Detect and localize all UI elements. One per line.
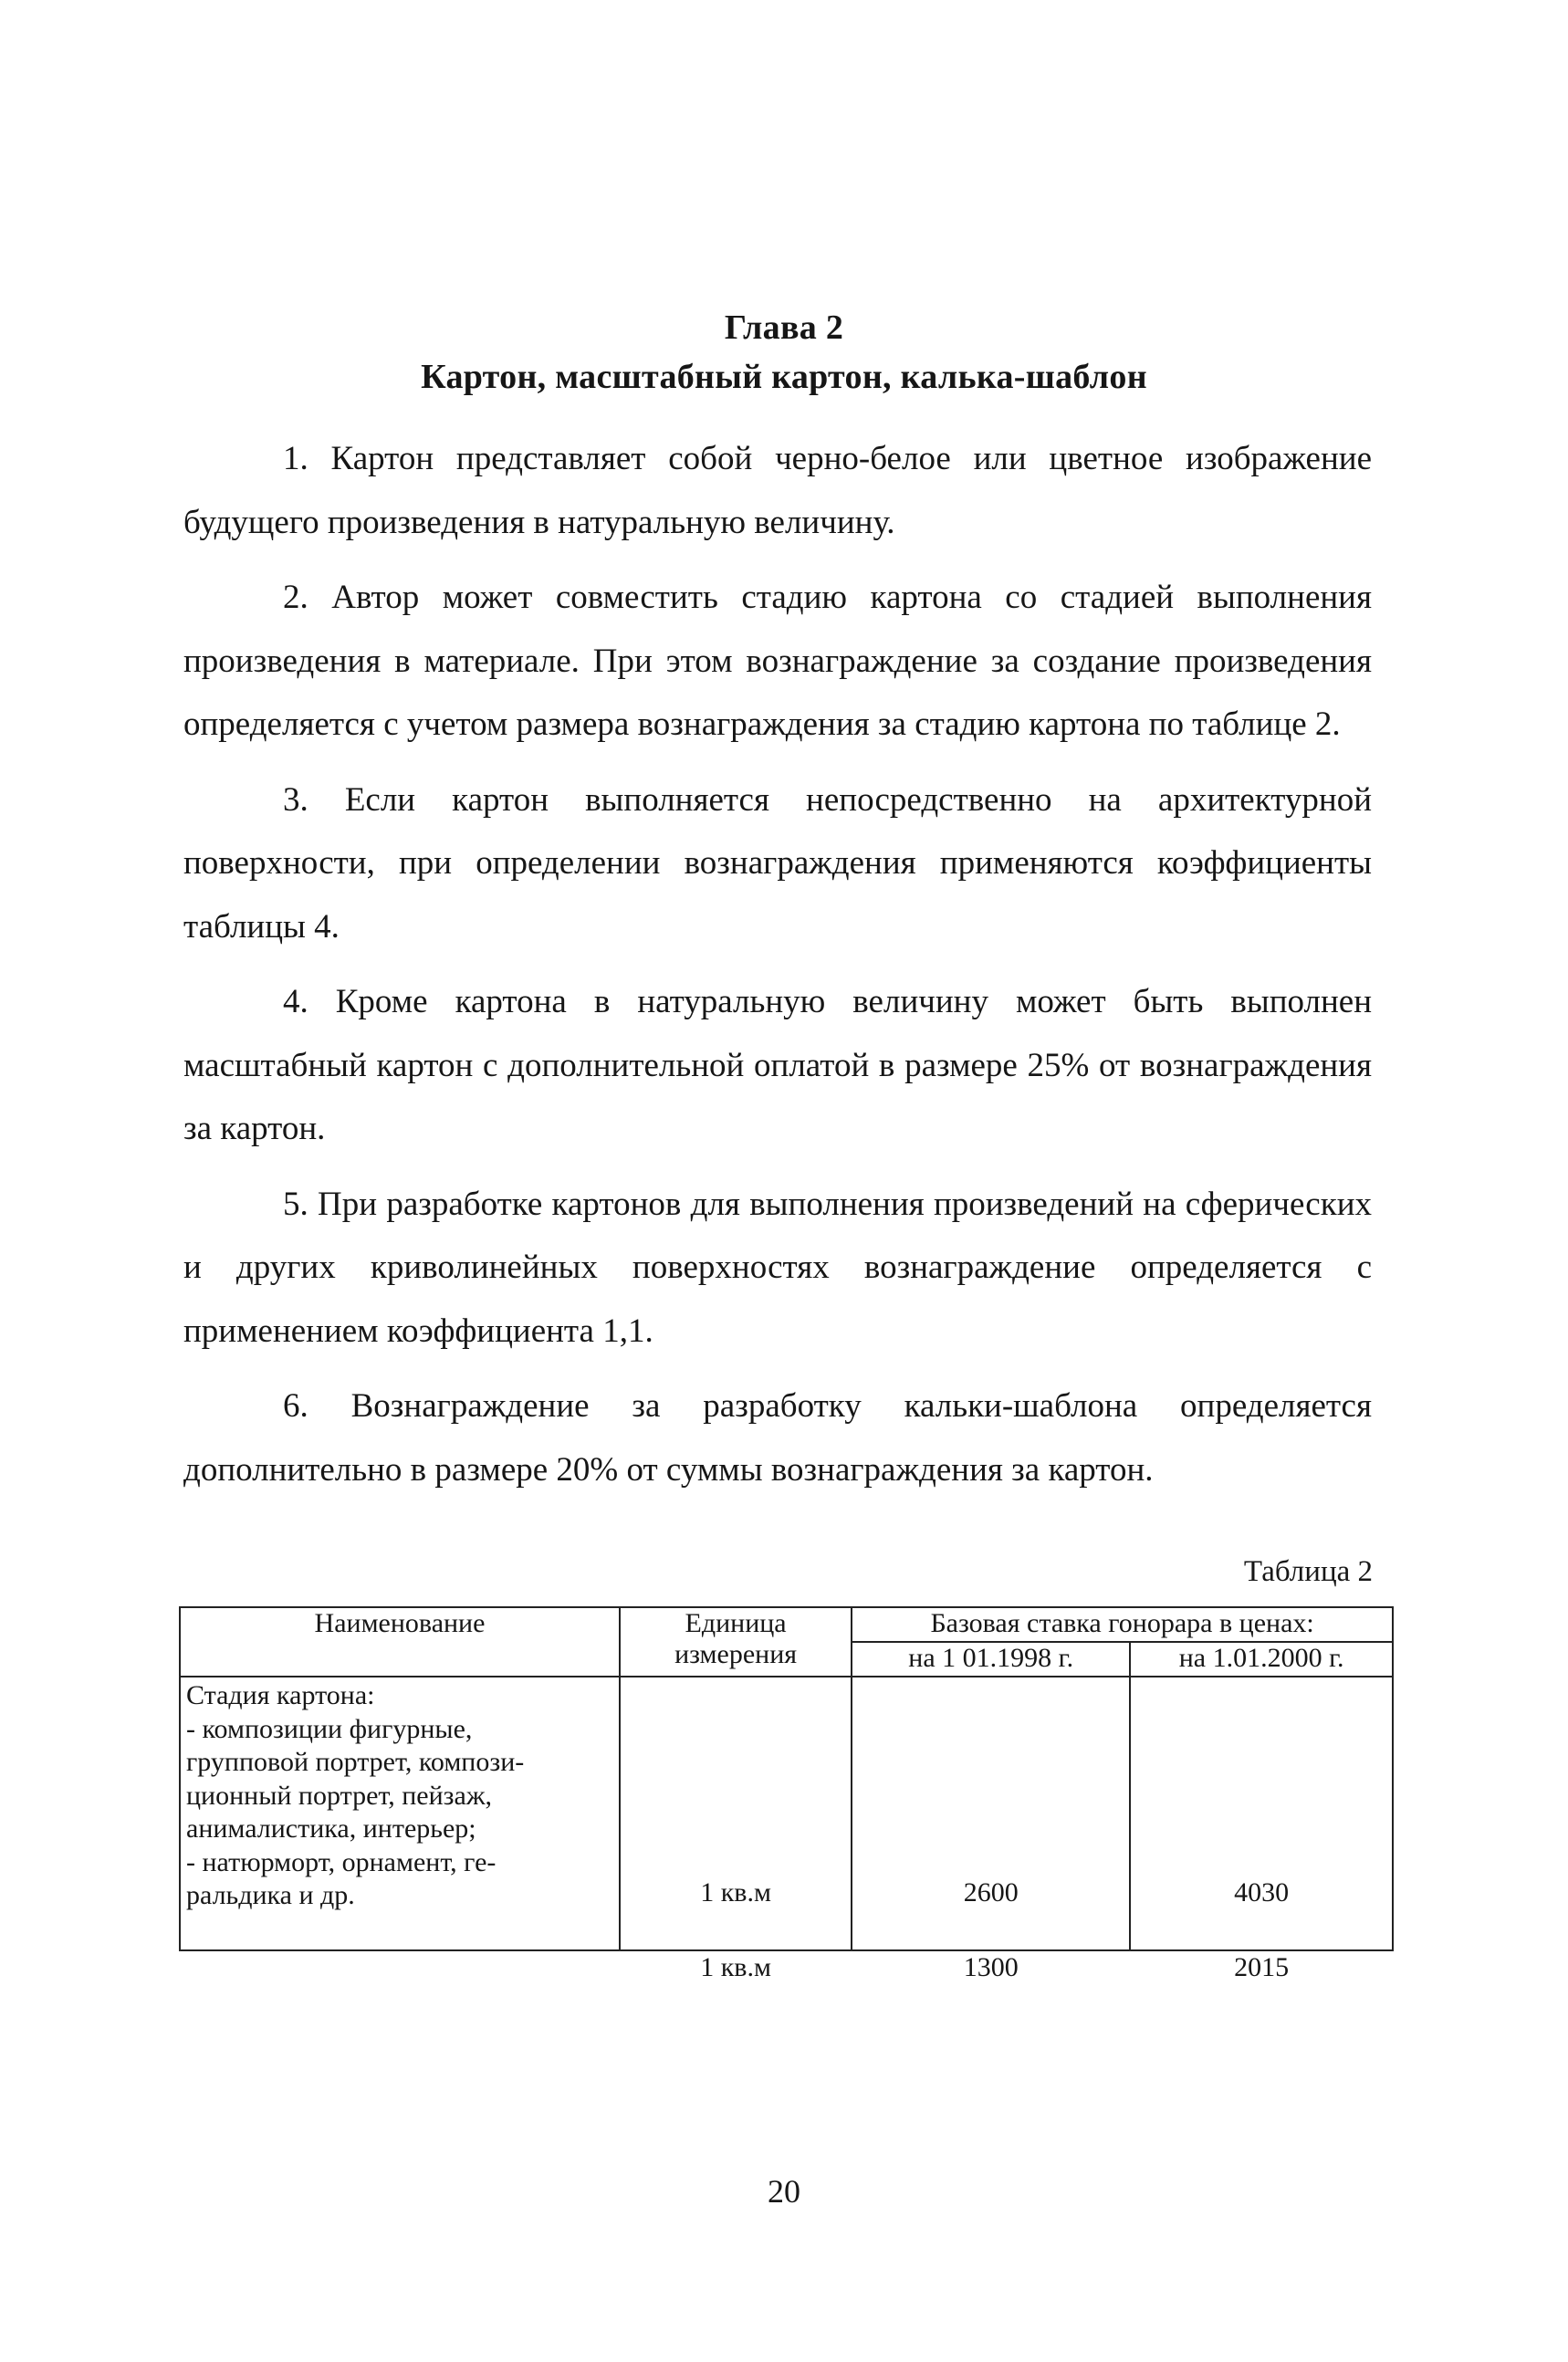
header-name: Наименование (180, 1607, 620, 1677)
paragraph-1: 1. Картон представляет собой черно-белое или цветное изображение будущего произведения в натуральную величину. (183, 440, 1372, 541)
chapter-body (183, 427, 1372, 1513)
header-price-1998: на 1 01.1998 г. (852, 1642, 1130, 1677)
row-price-2000-cell (1130, 1677, 1393, 1982)
header-unit-line2: измерения (674, 1639, 798, 1669)
row-name-line: групповой портрет, компози- (186, 1747, 525, 1777)
row-price-1998-cell (852, 1677, 1130, 1982)
table-row (180, 1677, 1393, 1950)
header-price-2000: на 1.01.2000 г. (1130, 1642, 1393, 1677)
paragraph-3: 3. Если картон выполняется непосредственно на архитектурной поверхности, при определении вознаграждения применяются коэффициенты таблицы 4. (183, 780, 1372, 946)
table-header-row (180, 1607, 1393, 1642)
row-name-line: ральдика и др. (186, 1880, 355, 1910)
chapter-title: Картон, масштабный картон, калька-шаблон (421, 358, 1147, 396)
price-1998-value: 1300 (963, 1952, 1019, 1982)
chapter-number: Глава 2 (724, 308, 844, 347)
price-2000-value: 2015 (1234, 1952, 1290, 1982)
price-1998-value: 2600 (963, 1877, 1019, 1907)
paragraph-5: 5. При разработке картонов для выполнения произведений на сферических и других криволинейных поверхностях вознаграждение определяется с применением коэффициента 1,1. (183, 1185, 1372, 1350)
unit-value: 1 кв.м (700, 1952, 771, 1982)
page-number: 20 (768, 2173, 800, 2210)
row-name-line: ционный портрет, пейзаж, (186, 1780, 493, 1811)
row-name-line: Стадия картона: (186, 1680, 375, 1710)
row-name-line: - натюрморт, орнамент, ге- (186, 1846, 497, 1877)
row-name-line: анималистика, интерьер; (186, 1813, 476, 1844)
row-unit-cell (620, 1677, 852, 1982)
row-name-cell (180, 1677, 620, 1950)
paragraph-6: 6. Вознаграждение за разработку кальки-шаблона определяется дополнительно в размере 20% от суммы вознаграждения за картон. (183, 1387, 1372, 1489)
header-unit (620, 1607, 852, 1677)
price-2000-value: 4030 (1234, 1877, 1290, 1907)
fee-table (179, 1606, 1394, 1982)
row-name-line: - композиции фигурные, (186, 1713, 473, 1744)
paragraph-2: 2. Автор может совместить стадию картона со стадией выполнения произведения в материале. При этом вознаграждение за создание произведения определяется с учетом размера вознаграждения за стадию картона по таблице 2. (183, 579, 1372, 743)
header-unit-line1: Единица (685, 1608, 787, 1638)
table-caption: Таблица 2 (1243, 1555, 1373, 1588)
header-rate-group: Базовая ставка гонорара в ценах: (852, 1607, 1393, 1642)
paragraph-4: 4. Кроме картона в натуральную величину может быть выполнен масштабный картон с дополнительной оплатой в размере 25% от вознаграждения за картон. (183, 983, 1372, 1147)
unit-value: 1 кв.м (700, 1877, 771, 1907)
